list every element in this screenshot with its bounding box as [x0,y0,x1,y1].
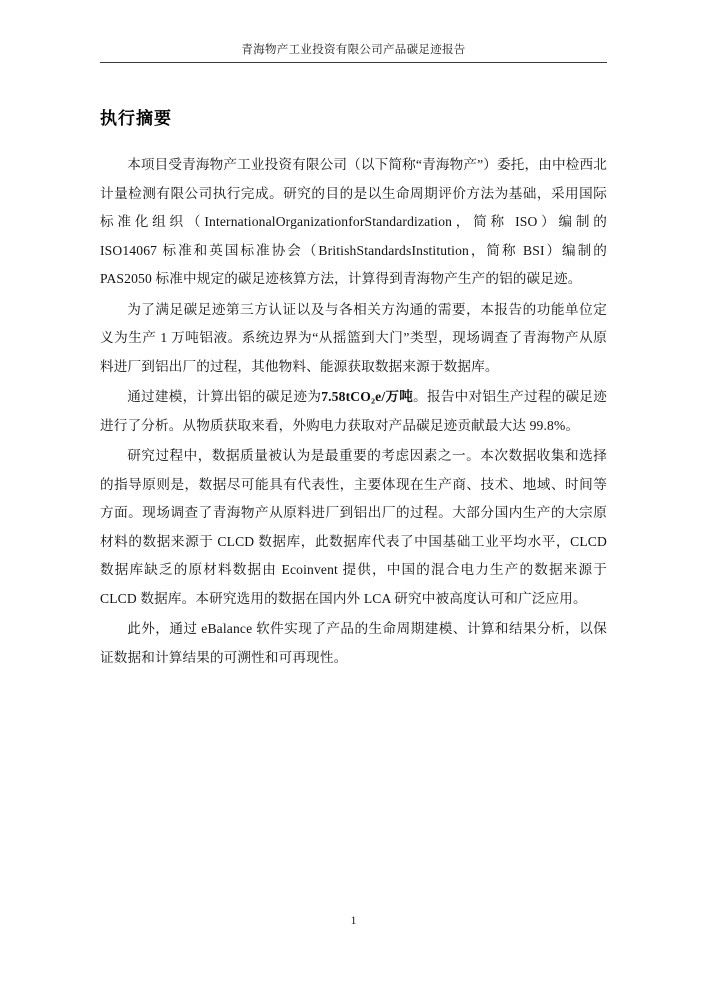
document-body [100,104,607,672]
paragraph-project-scope: 本项目受青海物产工业投资有限公司（以下简称“青海物产”）委托，由中检西北计量检测有限公司执行完成。研究的目的是以生命周期评价方法为基础，采用国际标准化组织（InternationalOrganizationforStandardization，简称 ISO）编制的 ISO14067 标准和英国标准协会（BritishStandardsInstitution，简称 BSI）编制的 PAS2050 标准中规定的碳足迹核算方法，计算得到青海物产生产的铝的碳足迹。 [100,157,607,286]
running-header-title: 青海物产工业投资有限公司产品碳足迹报告 [241,44,466,56]
result-text-before: 通过建模，计算出铝的碳足迹为 [127,389,322,404]
page-title: 执行摘要 [100,109,172,129]
paragraph-carbon-footprint-result [100,383,607,440]
header-divider [100,62,607,63]
carbon-footprint-value: 7.58tCO₂e/万吨 [321,389,414,404]
paragraph-software: 此外，通过 eBalance 软件实现了产品的生命周期建模、计算和结果分析，以保证数据和计算结果的可溯性和可再现性。 [100,621,607,665]
result-text-after: 。报告中对铝生产过程的碳足迹进行了分析。从物质获取来看，外购电力获取对产品碳足迹贡献最大达 99.8%。 [100,389,607,433]
page-number: 1 [350,915,357,927]
paragraph-functional-unit: 为了满足碳足迹第三方认证以及与各相关方沟通的需要，本报告的功能单位定义为生产 1 万吨铝液。系统边界为“从摇篮到大门”类型，现场调查了青海物产从原料进厂到铝出厂的过程，其他物料、能源获取数据来源于数据库。 [100,301,607,374]
running-header [100,44,607,63]
paragraph-data-quality: 研究过程中，数据质量被认为是最重要的考虑因素之一。本次数据收集和选择的指导原则是，数据尽可能具有代表性，主要体现在生产商、技术、地域、时间等方面。现场调查了青海物产从原料进厂到铝出厂的过程。大部分国内生产的大宗原材料的数据来源于 CLCD 数据库，此数据库代表了中国基础工业平均水平，CLCD 数据库缺乏的原材料数据由 Ecoinvent 提供，中国的混合电力生产的数据来源于 CLCD 数据库。本研究选用的数据在国内外 LCA 研究中被高度认可和广泛应用。 [100,448,607,606]
